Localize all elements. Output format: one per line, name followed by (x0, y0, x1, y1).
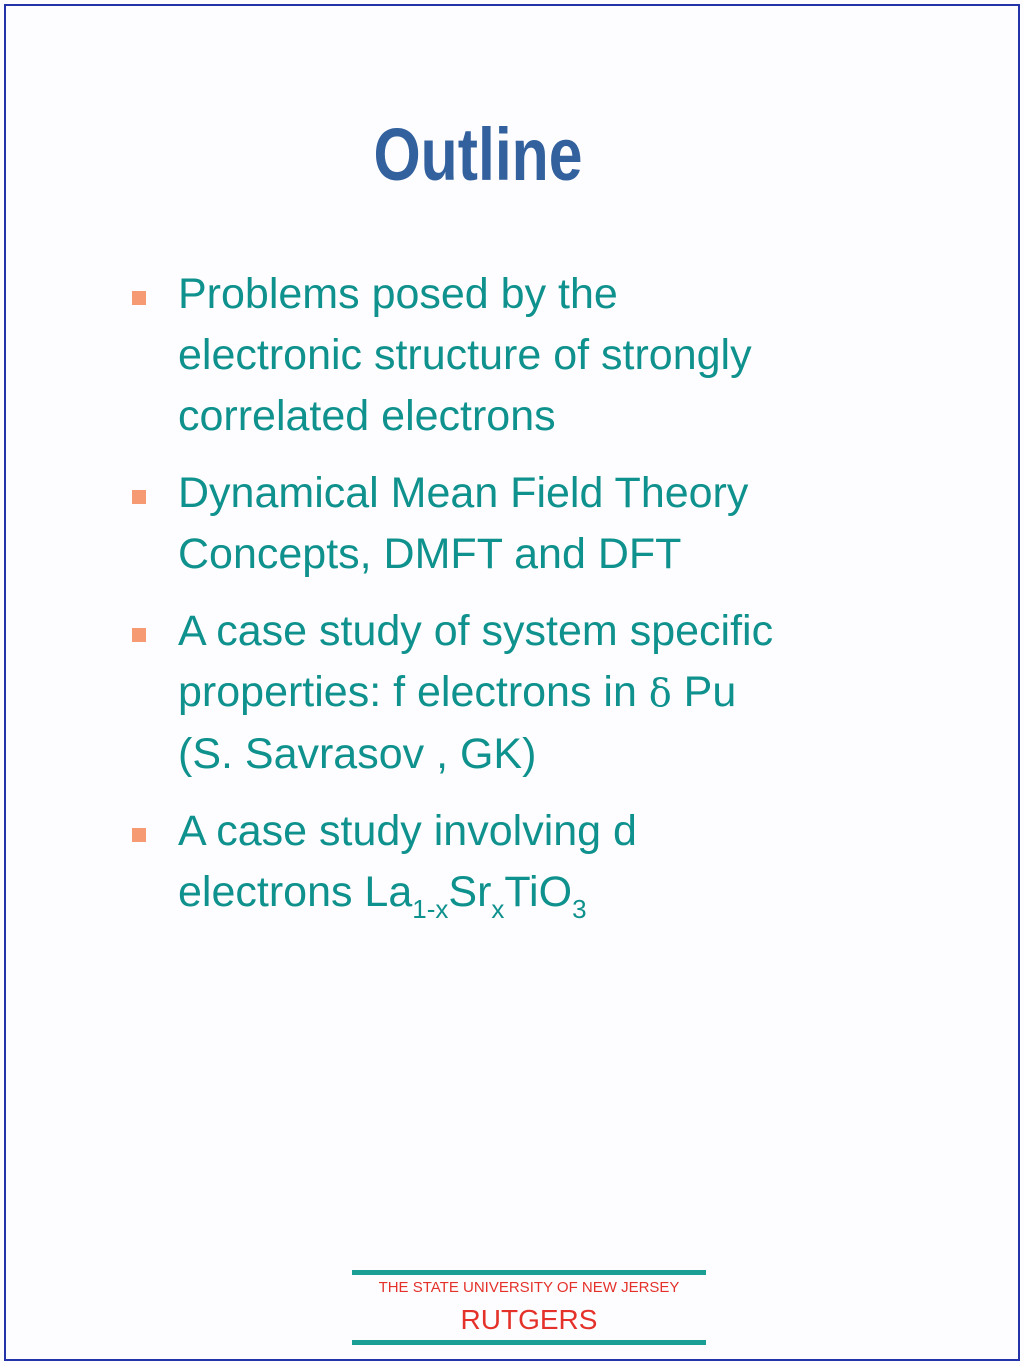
bullet-text-line: A case study involving d (178, 807, 637, 855)
square-bullet-icon (132, 291, 146, 305)
bullet-text-line: Dynamical Mean Field Theory (178, 469, 749, 517)
formula-subscript: 3 (572, 894, 587, 924)
bullet-text-line: Problems posed by the (178, 270, 618, 318)
bullet-text-segment: properties: f electrons in (178, 668, 649, 716)
footer-rule-top (352, 1270, 706, 1275)
university-footer-logo (352, 1270, 706, 1346)
formula-subscript: 1-x (412, 894, 449, 924)
bullet-text-line: (S. Savrasov , GK) (178, 730, 537, 778)
bullet-text-line: electronic structure of strongly (178, 331, 752, 379)
footer-university-name: THE STATE UNIVERSITY OF NEW JERSEY (378, 1279, 680, 1296)
square-bullet-icon (132, 628, 146, 642)
bullet-item (130, 601, 930, 785)
bullet-item (130, 264, 930, 447)
bullet-text-line: A case study of system specific (178, 607, 774, 655)
footer-rule-bottom (352, 1340, 706, 1345)
bullet-text-segment: Pu (671, 668, 737, 716)
formula-prefix: electrons La (178, 868, 413, 916)
bullet-text-line: correlated electrons (178, 392, 556, 440)
slide-title: Outline (373, 113, 583, 196)
square-bullet-icon (132, 828, 146, 842)
square-bullet-icon (132, 490, 146, 504)
formula-element: Sr (448, 868, 492, 916)
footer-rutgers-wordmark: RUTGERS (460, 1304, 598, 1335)
formula-element: TiO (504, 868, 573, 916)
bullet-item (130, 801, 930, 928)
formula-subscript: x (491, 894, 505, 924)
bullet-list (130, 264, 930, 944)
delta-symbol: δ (648, 671, 672, 715)
bullet-item (130, 463, 930, 585)
bullet-text-line (178, 662, 930, 724)
bullet-text-line: Concepts, DMFT and DFT (178, 530, 682, 578)
chemical-formula-line (178, 862, 930, 928)
